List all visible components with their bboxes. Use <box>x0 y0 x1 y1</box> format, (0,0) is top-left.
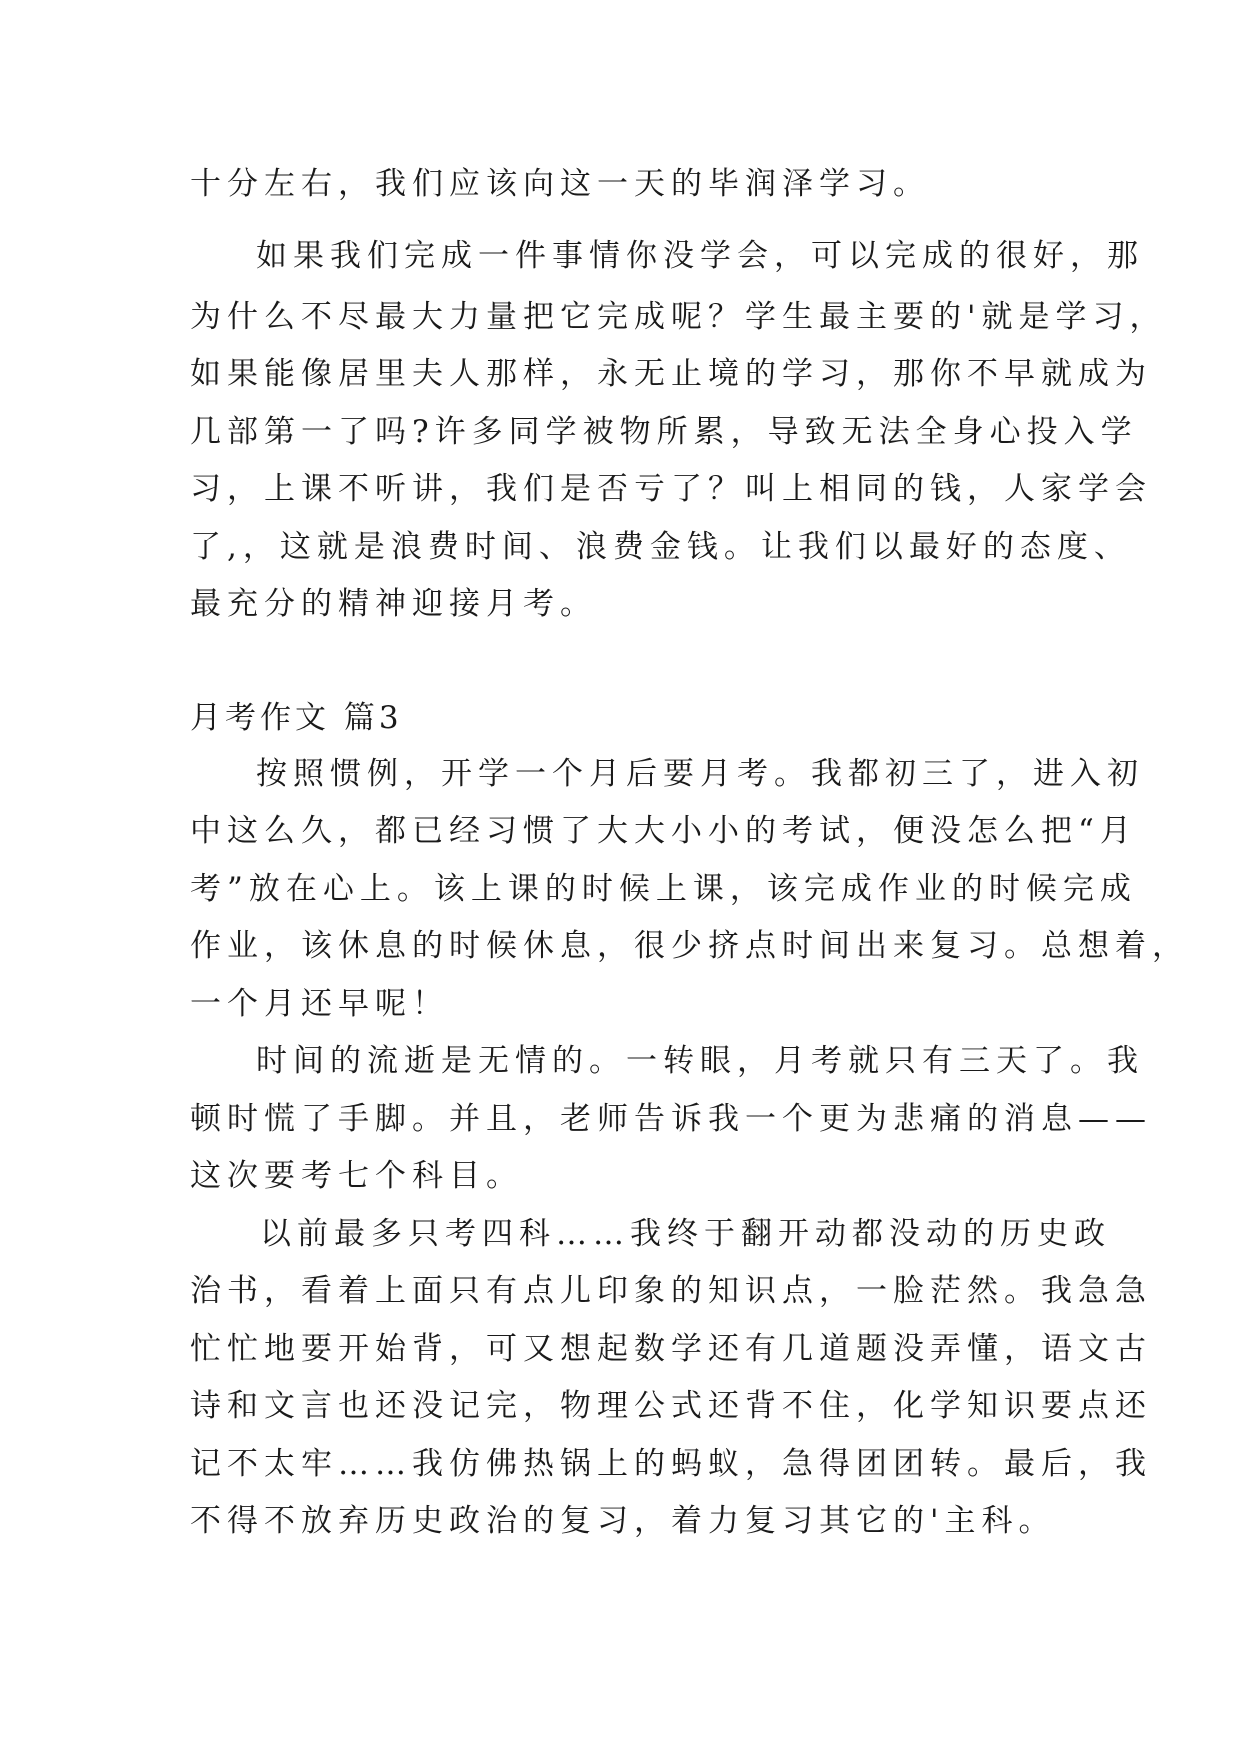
paragraph-line: 诗和文言也还没记完，物理公式还背不住，化学知识要点还 <box>190 1388 1152 1424</box>
paragraph-line: 中这么久，都已经习惯了大大小小的考试，便没怎么把“月 <box>190 813 1137 849</box>
section-heading: 月考作文 篇3 <box>190 700 403 736</box>
paragraph-line: 考”放在心上。该上课的时候上课，该完成作业的时候完成 <box>190 871 1137 907</box>
paragraph-line: 最充分的精神迎接月考。 <box>190 586 597 622</box>
paragraph-line: 作业，该休息的时候休息，很少挤点时间出来复习。总想着， <box>190 928 1189 964</box>
paragraph-line: 顿时慌了手脚。并且，老师告诉我一个更为悲痛的消息—— <box>190 1101 1152 1137</box>
paragraph-line: 习，上课不听讲，我们是否亏了？叫上相同的钱，人家学会 <box>190 471 1152 507</box>
paragraph-line: 如果我们完成一件事情你没学会，可以完成的很好，那 <box>256 238 1144 274</box>
paragraph-line: 不得不放弃历史政治的复习，着力复习其它的'主科。 <box>190 1503 1056 1539</box>
paragraph-line: 时间的流逝是无情的。一转眼，月考就只有三天了。我 <box>256 1043 1144 1079</box>
paragraph-line: 以前最多只考四科……我终于翻开动都没动的历史政 <box>260 1216 1111 1252</box>
paragraph-line: 如果能像居里夫人那样，永无止境的学习，那你不早就成为 <box>190 356 1152 392</box>
paragraph-line: 这次要考七个科目。 <box>190 1158 523 1194</box>
paragraph-line: 十分左右，我们应该向这一天的毕润泽学习。 <box>190 166 930 202</box>
paragraph-line: 为什么不尽最大力量把它完成呢？学生最主要的'就是学习， <box>190 299 1167 335</box>
paragraph-line: 了,，这就是浪费时间、浪费金钱。让我们以最好的态度、 <box>190 529 1131 565</box>
paragraph-line: 几部第一了吗?许多同学被物所累，导致无法全身心投入学 <box>190 414 1138 450</box>
paragraph-line: 按照惯例，开学一个月后要月考。我都初三了，进入初 <box>256 756 1144 792</box>
paragraph-line: 记不太牢……我仿佛热锅上的蚂蚁，急得团团转。最后，我 <box>190 1446 1152 1482</box>
paragraph-line: 忙忙地要开始背，可又想起数学还有几道题没弄懂，语文古 <box>190 1331 1152 1367</box>
paragraph-line: 治书，看着上面只有点儿印象的知识点，一脸茫然。我急急 <box>190 1273 1152 1309</box>
paragraph-line: 一个月还早呢！ <box>190 986 449 1022</box>
